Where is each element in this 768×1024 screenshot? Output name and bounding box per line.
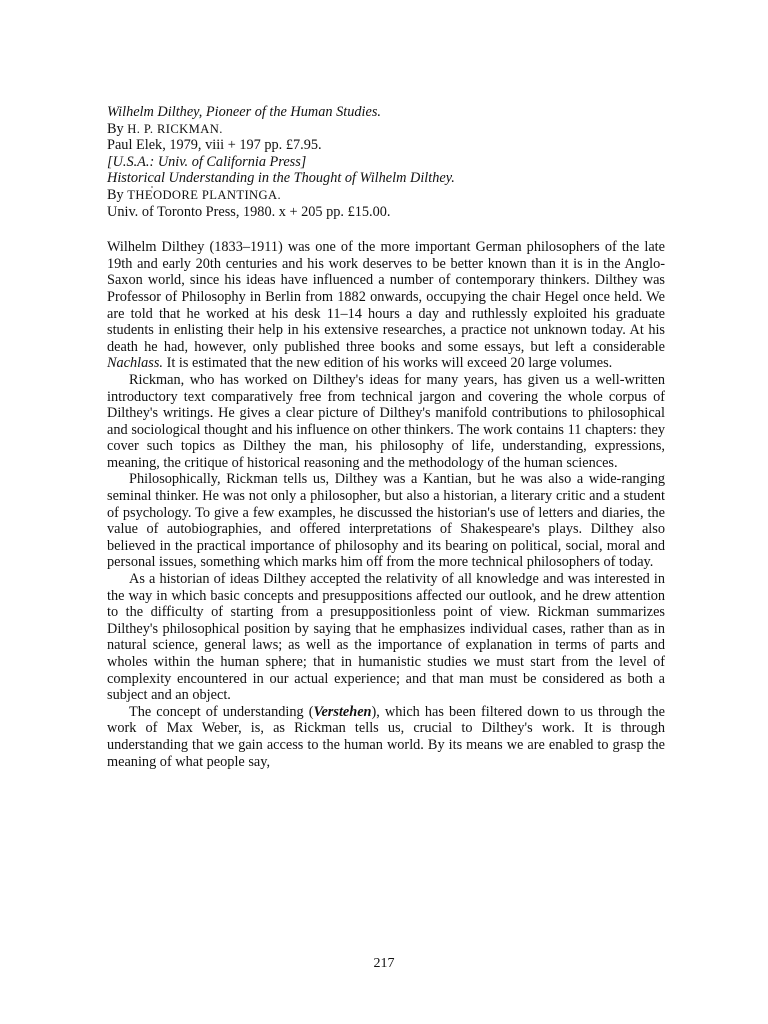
nachlass-term: Nachlass. [107, 355, 164, 372]
paragraph-1 [107, 239, 665, 372]
paragraph-2: Rickman, who has worked on Dilthey's ideas for many years, has given us a well-written introductory text comparatively free from technical jargon and covering the whole corpus of Dilthey's writings. He gives a clear picture of Dilthey's manifold contributions to philosophical and sociological thought and his influence on other thinkers. The work contains 11 chapters: they cover such topics as Dilthey the man, his philosophy of life, understanding, expressions, meaning, the critique of historical reasoning and the methodology of the human sciences. [107, 371, 665, 471]
book-author: THEODORE PLANTINGA. [127, 187, 282, 202]
book-us-edition: [U.S.A.: Univ. of California Press] [107, 153, 307, 170]
book-author-line [107, 187, 665, 204]
book-title: Wilhelm Dilthey, Pioneer of the Human Studies. [107, 104, 381, 120]
book-author: H. P. RICKMAN. [127, 121, 223, 136]
book-citation-2 [107, 170, 665, 220]
paragraph-text: ), which has been filtered down to us through the work of Max Weber, is, as Rickman tells us, crucial to Dilthey's work. It is through understanding that we gain access to the human world. By its means we are enabled to grasp the meaning of what people say, [107, 703, 666, 770]
verstehen-term: Verstehen [313, 703, 372, 720]
author-prefix: By [107, 120, 128, 137]
book-publisher: Paul Elek, 1979, viii + 197 pp. £7.95. [107, 137, 322, 154]
book-title: Historical Understanding in the Thought of Wilhelm Dilthey. [107, 170, 455, 187]
print-speck [151, 186, 153, 188]
paragraph-5 [107, 704, 665, 770]
book-author-line [107, 121, 665, 138]
book-citation-1 [107, 104, 665, 170]
paragraph-text: The concept of understanding ( [129, 703, 314, 720]
paragraph-text: Wilhelm Dilthey (1833–1911) was one of the more important German philosophers of the late 19th and early 20th centuries and his work deserves to be better known than it is in the Anglo-Saxon world, since his ideas have influenced a number of contemporary thinkers. Dilthey was Professor of Philosophy in Berlin from 1882 onwards, occupying the chair Hegel once held. We are told that he worked at his desk 11–14 hours a day and ruthlessly exploited his graduate students in enlisting their help in his extensive researches, a practice not unknown today. At his death he had, however, only published three books and some essays, but left a considerable [107, 239, 665, 355]
page-number: 217 [373, 956, 395, 971]
review-body [107, 239, 665, 770]
paragraph-4: As a historian of ideas Dilthey accepted the relativity of all knowledge and was interested in the way in which basic concepts and presuppositions affected our outlook, and he drew attention to the difficulty of starting from a presuppositionless point of view. Rickman summarizes Dilthey's philosophical position by saying that he emphasizes individual cases, rather than as in natural science, general laws; as well as the importance of explanation in terms of parts and wholes within the human sphere; that in humanistic studies we must start from the level of complexity encountered in our actual experience; and that man must be considered as both a subject and an object. [107, 571, 665, 704]
paragraph-text: It is estimated that the new edition of his works will exceed 20 large volumes. [163, 355, 613, 372]
paragraph-3: Philosophically, Rickman tells us, Dilthey was a Kantian, but he was also a wide-ranging seminal thinker. He was not only a philosopher, but also a historian, a literary critic and a student of psychology. To give a few examples, he discussed the historian's use of letters and diaries, the value of autobiographies, and offered interpretations of Shakespeare's plays. Dilthey also believed in the practical importance of philosophy and its bearing on political, social, moral and personal issues, something which marks him off from the more technical philosophers of today. [107, 471, 665, 571]
review-page [107, 104, 665, 770]
book-publisher: Univ. of Toronto Press, 1980. x + 205 pp. £15.00. [107, 203, 391, 220]
author-prefix: By [107, 186, 128, 203]
